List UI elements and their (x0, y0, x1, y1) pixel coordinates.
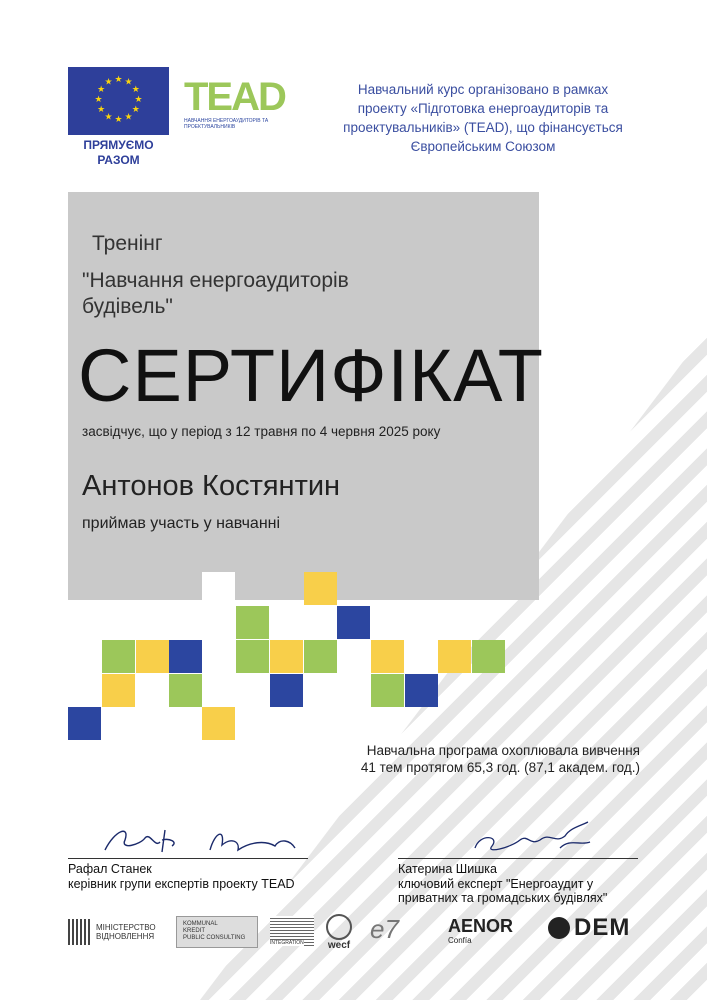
mosaic-square (304, 640, 337, 673)
mosaic-square (102, 674, 135, 707)
svg-text:★: ★ (114, 115, 123, 125)
mosaic-square (169, 674, 202, 707)
aenor-logo-text: AENOR (448, 916, 514, 936)
left-signer-name: Рафал Станек (68, 862, 152, 876)
right-signer-name: Катерина Шишка (398, 862, 497, 876)
program-description: Навчальна програма охоплювала вивчення 41 тем протягом 65,3 год. (87,1 академ. год.) (360, 743, 640, 775)
mosaic-square (405, 674, 438, 707)
mosaic-square (202, 572, 235, 605)
left-signature-icon (100, 820, 300, 862)
tead-logo (184, 76, 294, 131)
aenor-logo (448, 916, 538, 945)
svg-text:★: ★ (124, 77, 133, 88)
eu-flag-logo (68, 67, 169, 135)
mosaic-square (202, 707, 235, 740)
wecf-logo-text: wecf (327, 940, 351, 951)
integration-logo-text: INTEGRATION (270, 940, 304, 946)
eu-caption-line2: РАЗОМ (97, 153, 140, 167)
dem-circle-icon (548, 917, 570, 939)
eu-caption (68, 138, 169, 168)
mosaic-square (102, 640, 135, 673)
mosaic-square (236, 640, 269, 673)
right-signature-icon (470, 818, 600, 862)
dem-logo (548, 914, 644, 942)
svg-text:★: ★ (104, 77, 113, 88)
e7-logo-text: e7 (370, 914, 399, 944)
tead-logo-subtitle: НАВЧАННЯ ЕНЕРГОАУДИТОРІВ ТА ПРОЕКТУВАЛЬНИКІВ (184, 118, 269, 130)
mosaic-square (68, 707, 101, 740)
eu-caption-line1: ПРЯМУЄМО (83, 138, 154, 152)
svg-text:★: ★ (131, 105, 140, 115)
mosaic-square (304, 572, 337, 605)
mosaic-square (136, 640, 169, 673)
dem-logo-text: DEM (574, 914, 631, 941)
eu-stars-icon (68, 67, 169, 135)
svg-text:★: ★ (124, 112, 133, 123)
aenor-logo-subtext: Confía (448, 936, 472, 945)
right-signer-role: ключовий експерт "Енергоаудит у приватних та громадських будівлях" (398, 877, 608, 905)
tead-logo-text: TEAD (184, 75, 285, 119)
mosaic-square (337, 606, 370, 639)
left-signer-role: керівник групи експертів проекту TEAD (68, 877, 295, 891)
ministry-logo-text: МІНІСТЕРСТВО ВІДНОВЛЕННЯ (96, 923, 156, 941)
kommunal-kredit-logo (176, 916, 258, 948)
right-signature-line (398, 858, 638, 859)
training-name: "Навчання енергоаудиторів будівель" (82, 269, 349, 318)
training-label: Тренінг (92, 232, 163, 255)
svg-text:★: ★ (131, 85, 140, 95)
left-signature-line (68, 858, 308, 859)
e7-logo (370, 914, 440, 944)
participation-text: приймав участь у навчанні (82, 515, 281, 532)
mosaic-square (236, 606, 269, 639)
svg-text:★: ★ (97, 85, 106, 95)
mosaic-square (472, 640, 505, 673)
mosaic-square (270, 640, 303, 673)
mosaic-square (270, 674, 303, 707)
ministry-logo (68, 917, 168, 947)
svg-text:★: ★ (134, 95, 143, 105)
svg-text:★: ★ (104, 112, 113, 123)
ministry-emblem-icon (68, 919, 92, 945)
certificate-title: СЕРТИФІКАТ (78, 334, 544, 417)
svg-text:★: ★ (94, 95, 103, 105)
mosaic-square (438, 640, 471, 673)
mosaic-square (136, 606, 169, 639)
kommunal-kredit-text: KOMMUNAL KREDIT PUBLIC CONSULTING (183, 921, 246, 941)
svg-text:★: ★ (114, 75, 123, 85)
mosaic-square (371, 640, 404, 673)
integration-logo (270, 916, 314, 946)
wecf-globe-icon (326, 914, 352, 940)
funding-statement: Навчальний курс організовано в рамках проекту «Підготовка енергоаудиторів та проектувальників» (TEAD), що фінансується Європейським Союзом (343, 82, 623, 154)
period-text: засвідчує, що у період з 12 травня по 4 червня 2025 року (82, 424, 441, 439)
mosaic-square (169, 640, 202, 673)
svg-text:★: ★ (97, 105, 106, 115)
mosaic-square (371, 674, 404, 707)
wecf-logo (322, 914, 356, 951)
recipient-name: Антонов Костянтин (82, 470, 341, 502)
